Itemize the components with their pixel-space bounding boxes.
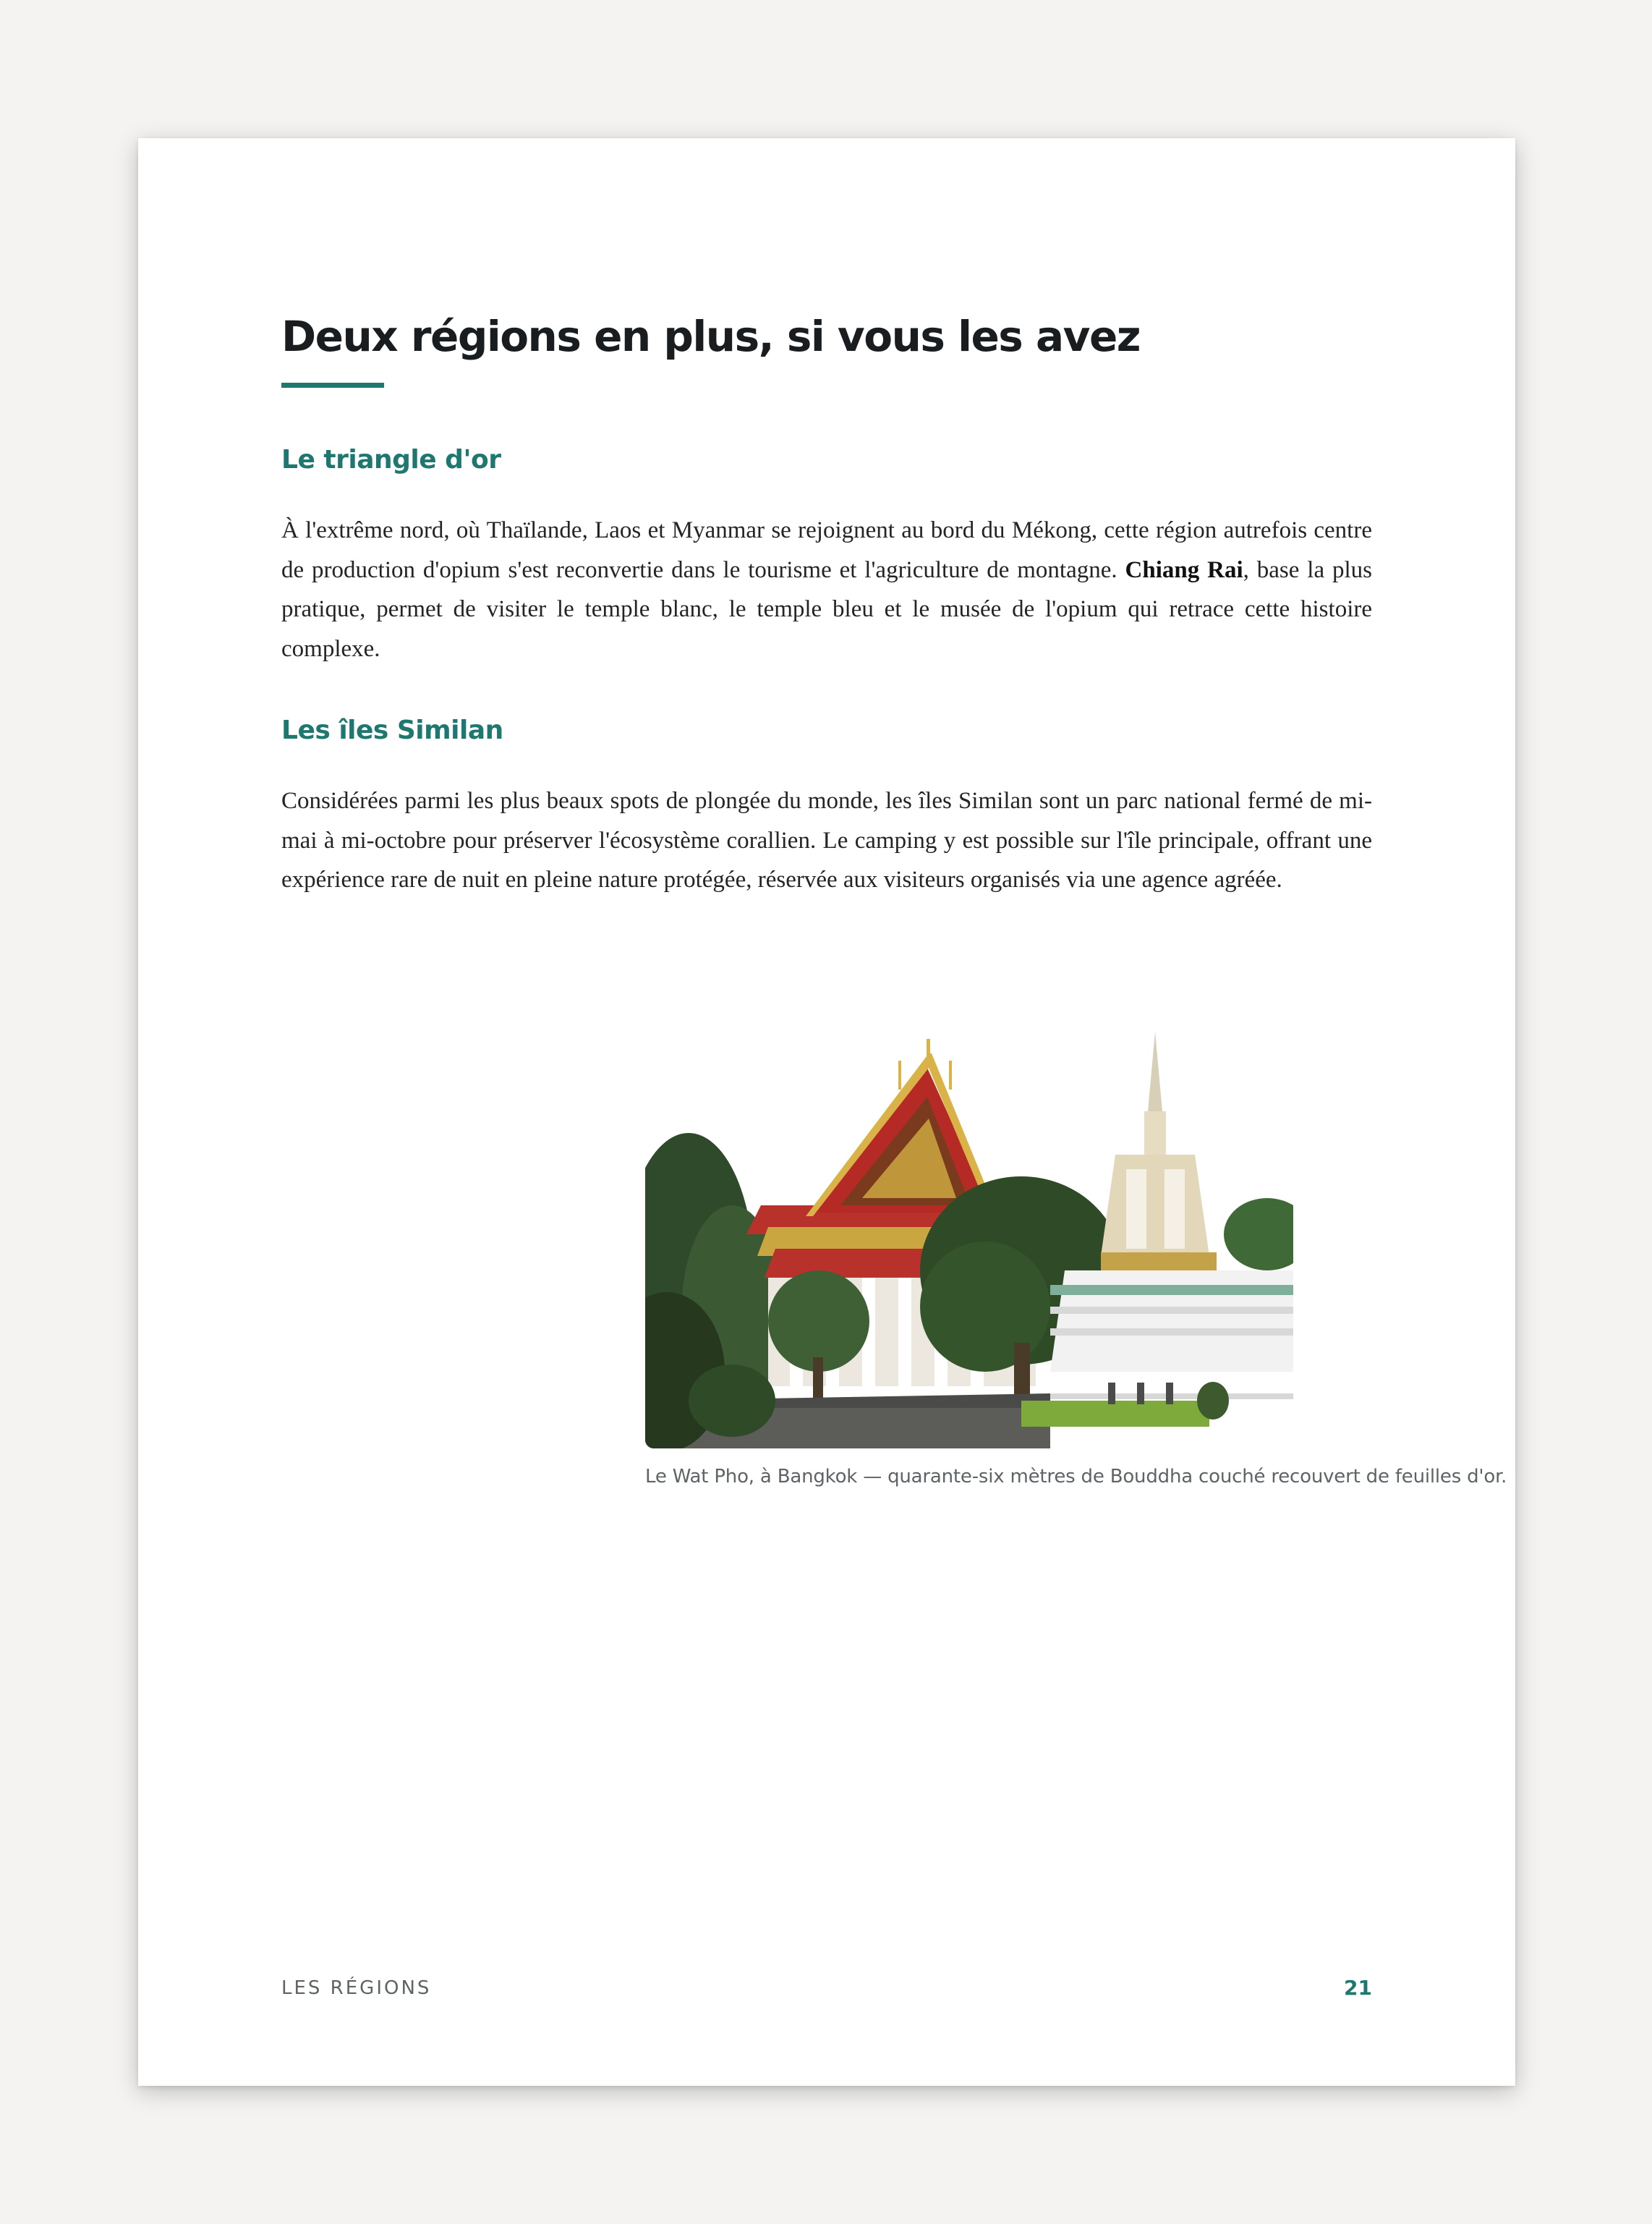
section-heading-iles-similan: Les îles Similan [281,716,503,745]
paragraph-triangle-dor [281,511,1372,669]
paragraph-text: , base la plus pratique, permet de visiter le temple blanc, le temple bleu et le musée de l'opium qui retrace cette histoire complexe. [281,556,1372,662]
bold-place-name: Chiang Rai [1125,556,1243,583]
page-title: Deux régions en plus, si vous les avez [281,312,1141,361]
document-page [138,138,1515,2086]
temple-photo [645,967,1293,1448]
footer-section-label: LES RÉGIONS [281,1977,432,1999]
figure-caption: Le Wat Pho, à Bangkok — quarante-six mètres de Bouddha couché recouvert de feuilles d'or. [645,1466,1507,1487]
title-underline [281,383,384,388]
page-number: 21 [1344,1976,1372,2000]
paragraph-iles-similan: Considérées parmi les plus beaux spots de plongée du monde, les îles Similan sont un parc national fermé de mi-mai à mi-octobre pour préserver l'écosystème corallien. Le camping y est possible sur l'île principale, offrant une expérience rare de nuit en pleine nature protégée, réservée aux visiteurs organisés via une agence agréée. [281,788,1372,893]
section-heading-triangle-dor: Le triangle d'or [281,445,501,475]
paragraph-text: À l'extrême nord, où Thaïlande, Laos et Myanmar se rejoignent au bord du Mékong, cette région autrefois centre de production d'opium s'est reconvertie dans le tourisme et l'agriculture de montagne. [281,517,1372,583]
